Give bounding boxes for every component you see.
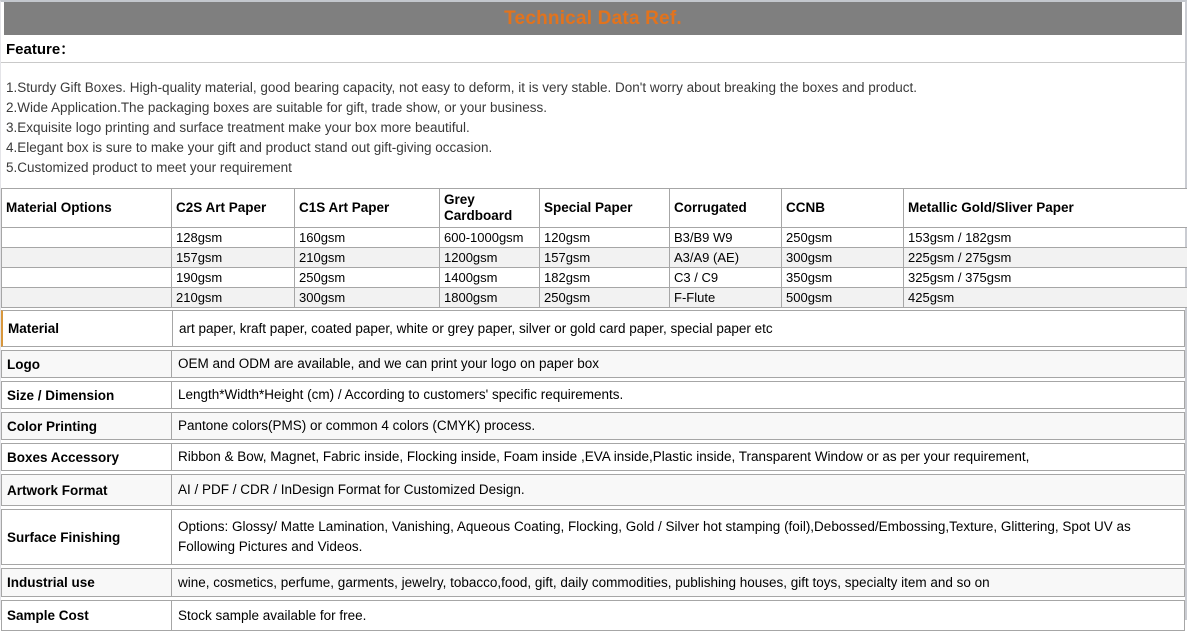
- attribute-label: Size / Dimension: [2, 382, 172, 408]
- materials-cell: [2, 288, 172, 308]
- materials-cell: [2, 248, 172, 268]
- attribute-row: [1, 443, 1185, 471]
- attribute-label: Material: [3, 311, 173, 346]
- materials-header-cell: Corrugated: [670, 189, 782, 228]
- materials-cell: 160gsm: [295, 228, 440, 248]
- attribute-label: Industrial use: [2, 569, 172, 596]
- attribute-row: [1, 474, 1185, 506]
- materials-cell: 250gsm: [295, 268, 440, 288]
- attribute-label: Color Printing: [2, 413, 172, 439]
- materials-cell: 157gsm: [540, 248, 670, 268]
- feature-item: 1.Sturdy Gift Boxes. High-quality material, good bearing capacity, not easy to deform, it is very stable. Don't worry about breaking the boxes and product.: [6, 78, 1177, 98]
- attribute-row: [1, 310, 1185, 347]
- materials-cell: 300gsm: [295, 288, 440, 308]
- attribute-value: OEM and ODM are available, and we can print your logo on paper box: [172, 351, 1184, 377]
- materials-cell: B3/B9 W9: [670, 228, 782, 248]
- materials-cell: 153gsm / 182gsm: [904, 228, 1187, 248]
- materials-cell: 350gsm: [782, 268, 904, 288]
- materials-cell: 1200gsm: [440, 248, 540, 268]
- materials-cell: 250gsm: [540, 288, 670, 308]
- materials-row: [2, 248, 1187, 268]
- attribute-row: [1, 350, 1185, 378]
- materials-header-cell: Material Options: [2, 189, 172, 228]
- attribute-row: [1, 412, 1185, 440]
- attribute-row: [1, 600, 1185, 631]
- materials-header-row: [2, 189, 1187, 228]
- attribute-value: Pantone colors(PMS) or common 4 colors (CMYK) process.: [172, 413, 1184, 439]
- materials-cell: 600-1000gsm: [440, 228, 540, 248]
- attribute-value: art paper, kraft paper, coated paper, white or grey paper, silver or gold card paper, special paper etc: [173, 311, 1184, 346]
- attribute-label: Boxes Accessory: [2, 444, 172, 470]
- materials-cell: 325gsm / 375gsm: [904, 268, 1187, 288]
- materials-header-cell: Special Paper: [540, 189, 670, 228]
- page-title: Technical Data Ref.: [504, 8, 682, 30]
- feature-item: 3.Exquisite logo printing and surface treatment make your box more beautiful.: [6, 118, 1177, 138]
- attribute-value: wine, cosmetics, perfume, garments, jewelry, tobacco,food, gift, daily commodities, publishing houses, gift toys, specialty item and so on: [172, 569, 1184, 596]
- materials-cell: 300gsm: [782, 248, 904, 268]
- materials-cell: 190gsm: [172, 268, 295, 288]
- materials-cell: A3/A9 (AE): [670, 248, 782, 268]
- feature-heading: Feature：: [1, 35, 1185, 63]
- materials-cell: [2, 228, 172, 248]
- attribute-list: [1, 310, 1185, 631]
- materials-cell: C3 / C9: [670, 268, 782, 288]
- materials-table-body: [2, 228, 1187, 308]
- materials-row: [2, 268, 1187, 288]
- materials-row: [2, 228, 1187, 248]
- materials-cell: 1800gsm: [440, 288, 540, 308]
- materials-header-cell: Metallic Gold/Sliver Paper: [904, 189, 1187, 228]
- attribute-value: Stock sample available for free.: [172, 601, 1184, 630]
- feature-item: 2.Wide Application.The packaging boxes are suitable for gift, trade show, or your business.: [6, 98, 1177, 118]
- materials-cell: 210gsm: [172, 288, 295, 308]
- attribute-label: Artwork Format: [2, 475, 172, 505]
- attribute-value: AI / PDF / CDR / InDesign Format for Customized Design.: [172, 475, 1184, 505]
- materials-cell: 128gsm: [172, 228, 295, 248]
- attribute-row: [1, 509, 1185, 565]
- attribute-label: Sample Cost: [2, 601, 172, 630]
- materials-cell: 225gsm / 275gsm: [904, 248, 1187, 268]
- materials-cell: 120gsm: [540, 228, 670, 248]
- materials-header-cell: C1S Art Paper: [295, 189, 440, 228]
- attribute-label: Logo: [2, 351, 172, 377]
- materials-header-cell: CCNB: [782, 189, 904, 228]
- materials-cell: 1400gsm: [440, 268, 540, 288]
- materials-cell: [2, 268, 172, 288]
- materials-header-cell: Grey Cardboard: [440, 189, 540, 228]
- materials-row: [2, 288, 1187, 308]
- attribute-value: Ribbon & Bow, Magnet, Fabric inside, Flocking inside, Foam inside ,EVA inside,Plastic inside, Transparent Window or as per your requirement,: [172, 444, 1184, 470]
- materials-cell: 250gsm: [782, 228, 904, 248]
- materials-cell: 157gsm: [172, 248, 295, 268]
- attribute-value: Options: Glossy/ Matte Lamination, Vanishing, Aqueous Coating, Flocking, Gold / Silver hot stamping (foil),Debossed/Embossing,Texture, Glittering, Spot UV as Following Pictures and Videos.: [172, 510, 1184, 564]
- attribute-row: [1, 568, 1185, 597]
- materials-header-cell: C2S Art Paper: [172, 189, 295, 228]
- materials-cell: 500gsm: [782, 288, 904, 308]
- feature-item: 4.Elegant box is sure to make your gift and product stand out gift-giving occasion.: [6, 138, 1177, 158]
- materials-cell: 210gsm: [295, 248, 440, 268]
- attribute-row: [1, 381, 1185, 409]
- feature-item: 5.Customized product to meet your requirement: [6, 158, 1177, 178]
- materials-cell: F-Flute: [670, 288, 782, 308]
- title-bar: [4, 2, 1182, 35]
- materials-cell: 182gsm: [540, 268, 670, 288]
- feature-list: [1, 63, 1185, 178]
- attribute-label: Surface Finishing: [2, 510, 172, 564]
- attribute-value: Length*Width*Height (cm) / According to customers' specific requirements.: [172, 382, 1184, 408]
- materials-table: [1, 188, 1187, 308]
- materials-cell: 425gsm: [904, 288, 1187, 308]
